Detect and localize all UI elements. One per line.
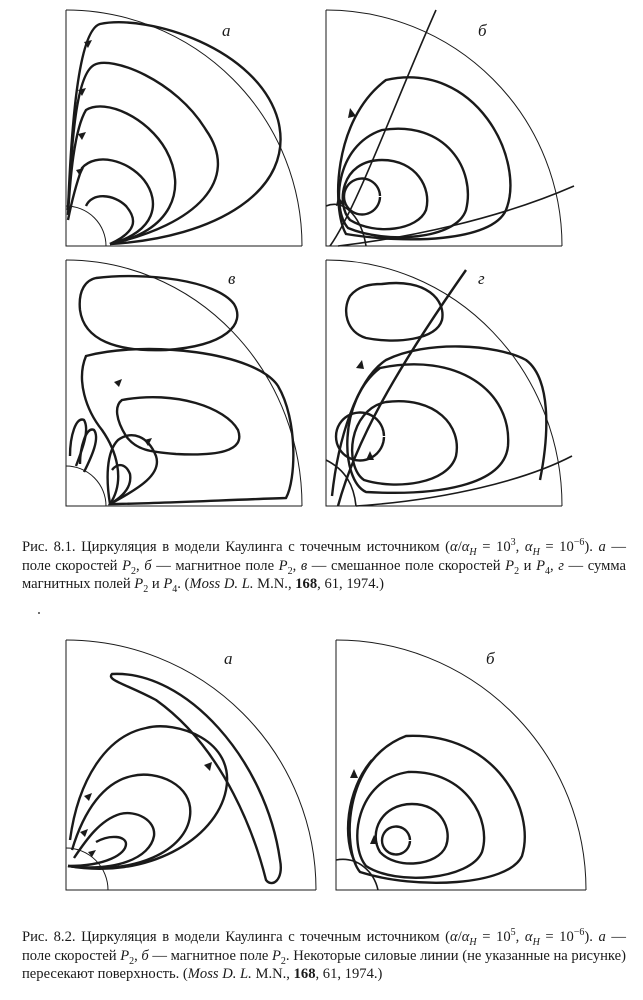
fig1-caption-exp2: −6 bbox=[573, 537, 585, 549]
fig1-caption-g: г bbox=[558, 557, 564, 574]
fig2-caption-prefix: Рис. 8.2. bbox=[22, 929, 76, 945]
fig2-caption-slash: / bbox=[457, 929, 462, 945]
fig2-panel-b-label: б bbox=[486, 649, 495, 668]
fig2-caption-comma: , bbox=[515, 929, 520, 945]
fig2-caption-text6: . Некоторые силовые линии (не указанные на рисунке) пересекают поверхность. ( bbox=[22, 947, 626, 982]
fig1-caption-volume: 168 bbox=[295, 576, 318, 592]
fig2-caption-a: а bbox=[598, 929, 606, 945]
fig1-caption-text2: ). bbox=[584, 539, 599, 555]
fig2-caption-exp1: 5 bbox=[510, 927, 516, 939]
fig2-caption-sub: 2 bbox=[129, 955, 135, 967]
fig1-caption-prefix: Рис. 8.1. bbox=[22, 539, 76, 555]
fig2-caption-sub: 2 bbox=[280, 955, 286, 967]
fig2-caption-alpha: α bbox=[450, 929, 458, 945]
fig2-caption bbox=[22, 928, 626, 984]
fig1-caption bbox=[22, 538, 626, 594]
fig1-caption-comma: , bbox=[515, 539, 520, 555]
fig1-caption-sub: 2 bbox=[131, 565, 137, 577]
fig2-caption-p: P bbox=[120, 947, 130, 964]
fig1-caption-alpha-h: α bbox=[461, 539, 470, 555]
fig2-caption-eq1: = 10 bbox=[476, 929, 511, 945]
fig1-caption-p: P bbox=[122, 557, 132, 574]
fig2-caption-text2: ). bbox=[584, 929, 599, 945]
fig1-caption-author: Moss D. L. bbox=[189, 576, 254, 592]
fig1-caption-v: в bbox=[300, 557, 308, 574]
fig1-panel-a-label: а bbox=[222, 21, 231, 40]
fig1-caption-exp1: 3 bbox=[510, 537, 516, 549]
fig1-caption-sub: 2 bbox=[143, 583, 149, 595]
fig1-caption-alpha: α bbox=[450, 539, 458, 555]
fig1-panel-v-label: в bbox=[228, 269, 236, 288]
fig1-caption-sub: 2 bbox=[514, 565, 520, 577]
fig1-caption-text: Циркуляция в модели Каулинга с точечным источником ( bbox=[75, 539, 451, 555]
fig1-panel-b-plot bbox=[326, 10, 576, 246]
fig1-caption-text10: — сумма магнитных полей bbox=[22, 557, 626, 592]
fig2-caption-sub-h2: H bbox=[532, 936, 540, 948]
fig1-caption-text4: , bbox=[136, 557, 145, 574]
fig1-caption-text11: и bbox=[148, 576, 164, 592]
fig1-caption-p: P bbox=[163, 576, 173, 592]
fig2-caption-sub-h: H bbox=[469, 936, 477, 948]
fig2-caption-author: Moss D. L. bbox=[187, 966, 252, 982]
fig1-caption-journal: M.N., bbox=[253, 576, 296, 592]
fig1-panel-a-plot bbox=[66, 10, 316, 246]
fig1-panel-b bbox=[326, 10, 576, 246]
fig1-caption-a: а bbox=[598, 539, 606, 555]
fig1-panel-g-plot bbox=[326, 260, 576, 506]
fig2-caption-exp2: −6 bbox=[573, 927, 585, 939]
fig1-panel-v bbox=[66, 260, 316, 506]
fig2-panel-a-plot bbox=[66, 640, 316, 890]
fig1-caption-p: P bbox=[134, 576, 144, 592]
fig1-caption-eq2: = 10 bbox=[539, 539, 574, 555]
fig1-caption-alpha-h2: α bbox=[524, 539, 533, 555]
fig2-panel-a bbox=[66, 640, 316, 890]
fig2-panel-b-plot bbox=[336, 640, 586, 890]
fig1-panel-v-plot bbox=[66, 260, 316, 506]
fig1-caption-p: P bbox=[505, 557, 515, 574]
fig1-caption-text12: . ( bbox=[177, 576, 190, 592]
fig2-panel-a-label: а bbox=[224, 649, 233, 668]
fig2-caption-rest: , 61, 1974.) bbox=[315, 966, 383, 982]
fig2-panel-b bbox=[336, 640, 586, 890]
fig2-caption-journal: M.N., bbox=[251, 966, 294, 982]
fig1-caption-text9: , bbox=[550, 557, 559, 574]
fig1-caption-text5: — магнитное поле bbox=[151, 557, 279, 574]
fig2-caption-eq2: = 10 bbox=[539, 929, 574, 945]
fig1-caption-p: P bbox=[536, 557, 545, 574]
stray-dot bbox=[38, 612, 40, 614]
fig1-panel-a bbox=[66, 10, 316, 246]
fig2-caption-b: б bbox=[141, 947, 149, 964]
fig2-caption-text4: , bbox=[134, 947, 142, 964]
fig1-caption-p: P bbox=[278, 557, 288, 574]
fig1-caption-slash: / bbox=[457, 539, 462, 555]
fig1-caption-text8: и bbox=[519, 557, 537, 574]
fig1-caption-sub: 4 bbox=[545, 565, 550, 577]
fig2-caption-p: P bbox=[272, 947, 281, 964]
fig1-caption-text3: — поле скоростей bbox=[22, 539, 626, 574]
fig1-caption-sub: 2 bbox=[287, 565, 293, 577]
fig2-caption-alpha-h: α bbox=[461, 929, 470, 945]
fig2-caption-text: Циркуляция в модели Каулинга с точечным источником ( bbox=[75, 929, 451, 945]
fig2-caption-text3: — поле скоростей bbox=[22, 929, 626, 964]
fig1-panel-b-label: б bbox=[478, 21, 487, 40]
fig2-caption-volume: 168 bbox=[293, 966, 316, 982]
fig1-panel-g-label: г bbox=[478, 269, 485, 288]
fig1-caption-eq1: = 10 bbox=[476, 539, 511, 555]
fig1-caption-rest: , 61, 1974.) bbox=[317, 576, 385, 592]
fig1-caption-sub: 4 bbox=[172, 583, 178, 595]
fig1-caption-text6: , bbox=[292, 557, 301, 574]
fig1-panel-g bbox=[326, 260, 576, 506]
fig2-caption-alpha-h2: α bbox=[524, 929, 533, 945]
fig1-caption-sub-h: H bbox=[469, 546, 477, 558]
fig1-caption-sub-h2: H bbox=[532, 546, 540, 558]
fig1-caption-b: б bbox=[144, 557, 152, 574]
fig1-caption-text7: — смешанное поле скоростей bbox=[307, 557, 506, 574]
fig2-caption-text5: — магнитное поле bbox=[148, 947, 272, 964]
